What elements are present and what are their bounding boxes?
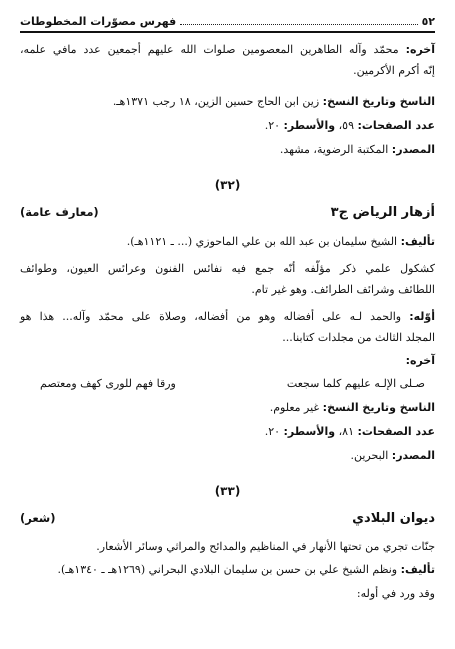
pages-line: عدد الصفحات: ٨١، والأسطر: ٢٠. bbox=[264, 425, 435, 438]
description-line: كشكول علمي ذكر مؤلّفه أنّه جمع فيه نفائس الفنون وعرائس العيون، وطوائف bbox=[20, 262, 435, 275]
entry-category: (شعر) bbox=[20, 511, 56, 525]
explicit-label: آخره: bbox=[405, 354, 435, 367]
poem-hemistich-left: ورقا فهم للورى كهف ومعتصم bbox=[40, 377, 176, 390]
entry-number: (٣٣) bbox=[214, 484, 241, 498]
poem-hemistich-right: صـلى الإلـه عليهم كلما سجعت bbox=[286, 377, 425, 390]
entry-category: (معارف عامة) bbox=[20, 205, 99, 219]
pages-line: عدد الصفحات: ٥٩، والأسطر: ٢٠. bbox=[264, 119, 435, 132]
source-line: المصدر: البحرين. bbox=[350, 449, 435, 462]
header-dotted-leader bbox=[180, 24, 417, 25]
incipit-line-2: المجلد الثالث من مجلدات كتابنا... bbox=[282, 331, 435, 344]
entry-end-line: آخره: محمّد وآله الطاهرين المعصومين صلوات الله عليهم أجمعين عدد مافي علمه، bbox=[20, 43, 435, 56]
author-line: تأليف: ونظم الشيخ علي بن حسن بن سليمان البلادي البحراني (١٢٦٩هـ ـ ١٣٤٠هـ). bbox=[57, 563, 435, 576]
poem-verse bbox=[40, 377, 425, 393]
page-header bbox=[20, 12, 435, 30]
header-rule bbox=[20, 31, 435, 33]
page-number: ٥٢ bbox=[421, 14, 435, 28]
entry-title-row bbox=[20, 203, 435, 221]
description-line: جنّات تجري من تحتها الأنهار في المناظيم والمدائح والمراثي وسائر الأشعار. bbox=[96, 540, 435, 553]
description-line-2: اللطائف وشرائف الطرائف. وهو غير تام. bbox=[251, 283, 435, 296]
entry-title: أزهار الرياض ج٣ bbox=[330, 204, 435, 220]
running-title: فهرس مصوّرات المخطوطات bbox=[20, 14, 177, 28]
entry-end-line-2: إنّه أكرم الأكرمين. bbox=[353, 64, 435, 77]
entry-title-row bbox=[20, 509, 435, 527]
incipit-line: وقد ورد في أوله: bbox=[356, 587, 435, 600]
copyist-line: الناسخ وتاريخ النسخ: غير معلوم. bbox=[269, 401, 435, 414]
copyist-line: الناسخ وتاريخ النسخ: زين ابن الحاج حسين الزين، ١٨ رجب ١٣٧١هـ. bbox=[112, 95, 435, 108]
entry-number: (٣٢) bbox=[214, 178, 241, 192]
author-line: تأليف: الشيخ سليمان بن عبد الله بن علي الماحوزي (... ـ ١١٢١هـ). bbox=[126, 235, 435, 248]
incipit-line: أوّله: والحمد لـه على أفضاله وهو من أفضاله، وصلاة على محمّد وآله... هذا هو bbox=[20, 310, 435, 323]
source-line: المصدر: المكتبة الرضوية، مشهد. bbox=[279, 143, 435, 156]
entry-title: ديوان البلادي bbox=[352, 510, 435, 526]
